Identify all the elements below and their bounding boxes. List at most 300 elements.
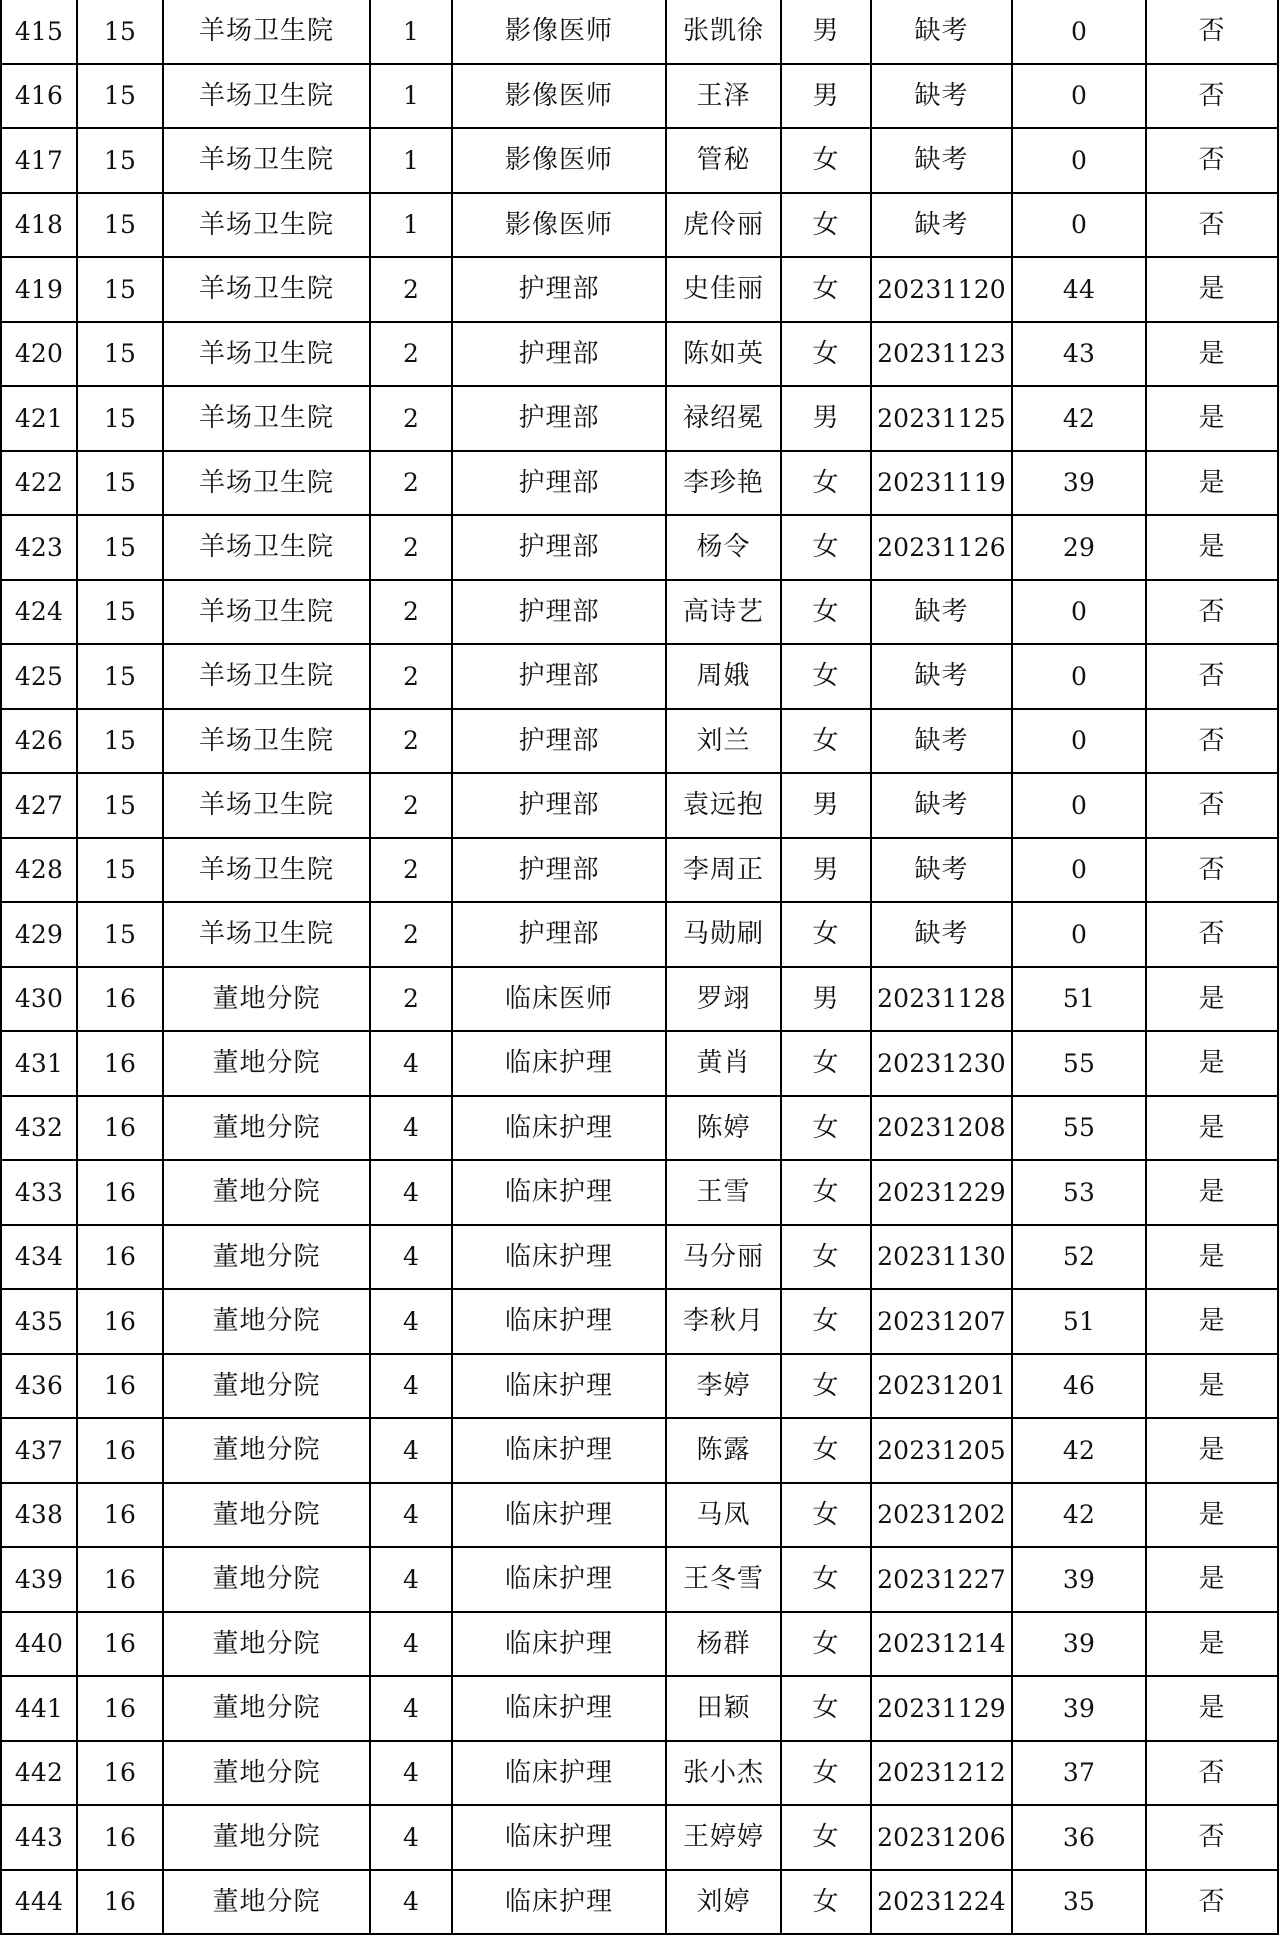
table-row xyxy=(1,902,1278,967)
cell-post-no: 4 xyxy=(370,1676,452,1741)
cell-seq: 427 xyxy=(1,773,77,838)
cell-exam-no: 20231214 xyxy=(871,1612,1012,1677)
cell-unit-no: 15 xyxy=(77,515,163,580)
cell-qualified: 否 xyxy=(1146,644,1278,709)
cell-unit: 董地分院 xyxy=(163,1225,370,1290)
cell-name: 管秘 xyxy=(666,128,781,193)
cell-qualified: 否 xyxy=(1146,1741,1278,1806)
cell-exam-no: 20231208 xyxy=(871,1096,1012,1161)
cell-unit-no: 16 xyxy=(77,1225,163,1290)
cell-gender: 女 xyxy=(781,902,871,967)
cell-post-no: 1 xyxy=(370,128,452,193)
cell-post-no: 1 xyxy=(370,64,452,129)
cell-seq: 423 xyxy=(1,515,77,580)
cell-post: 临床护理 xyxy=(452,1418,666,1483)
cell-post: 护理部 xyxy=(452,773,666,838)
cell-unit-no: 16 xyxy=(77,1483,163,1548)
cell-unit-no: 16 xyxy=(77,1676,163,1741)
cell-qualified: 是 xyxy=(1146,1160,1278,1225)
table-row xyxy=(1,709,1278,774)
table-row xyxy=(1,580,1278,645)
cell-score: 44 xyxy=(1012,257,1146,322)
cell-post: 临床护理 xyxy=(452,1225,666,1290)
cell-post-no: 4 xyxy=(370,1289,452,1354)
cell-post-no: 2 xyxy=(370,709,452,774)
cell-qualified: 是 xyxy=(1146,1612,1278,1677)
cell-score: 42 xyxy=(1012,386,1146,451)
cell-exam-no: 20231123 xyxy=(871,322,1012,387)
cell-exam-no: 缺考 xyxy=(871,128,1012,193)
cell-post-no: 1 xyxy=(370,0,452,64)
cell-seq: 443 xyxy=(1,1805,77,1870)
cell-post: 临床护理 xyxy=(452,1483,666,1548)
cell-unit: 羊场卫生院 xyxy=(163,515,370,580)
cell-exam-no: 缺考 xyxy=(871,193,1012,258)
cell-post: 影像医师 xyxy=(452,128,666,193)
cell-unit: 董地分院 xyxy=(163,1612,370,1677)
cell-unit: 董地分院 xyxy=(163,1031,370,1096)
cell-name: 田颖 xyxy=(666,1676,781,1741)
cell-unit: 董地分院 xyxy=(163,1354,370,1419)
cell-score: 35 xyxy=(1012,1870,1146,1935)
cell-unit: 羊场卫生院 xyxy=(163,64,370,129)
table-row xyxy=(1,1676,1278,1741)
cell-unit-no: 16 xyxy=(77,1418,163,1483)
cell-unit-no: 15 xyxy=(77,644,163,709)
cell-seq: 442 xyxy=(1,1741,77,1806)
cell-score: 39 xyxy=(1012,451,1146,516)
cell-exam-no: 20231130 xyxy=(871,1225,1012,1290)
cell-unit-no: 16 xyxy=(77,1805,163,1870)
cell-name: 禄绍冕 xyxy=(666,386,781,451)
cell-unit-no: 16 xyxy=(77,1741,163,1806)
cell-unit: 羊场卫生院 xyxy=(163,451,370,516)
cell-unit: 董地分院 xyxy=(163,1547,370,1612)
cell-post-no: 2 xyxy=(370,451,452,516)
cell-post-no: 4 xyxy=(370,1612,452,1677)
cell-gender: 男 xyxy=(781,773,871,838)
cell-seq: 440 xyxy=(1,1612,77,1677)
table-row xyxy=(1,1612,1278,1677)
cell-seq: 417 xyxy=(1,128,77,193)
cell-gender: 女 xyxy=(781,1096,871,1161)
cell-post-no: 4 xyxy=(370,1483,452,1548)
cell-post: 护理部 xyxy=(452,451,666,516)
cell-name: 高诗艺 xyxy=(666,580,781,645)
cell-unit-no: 16 xyxy=(77,1354,163,1419)
cell-name: 陈如英 xyxy=(666,322,781,387)
cell-name: 杨令 xyxy=(666,515,781,580)
cell-qualified: 是 xyxy=(1146,515,1278,580)
cell-unit: 董地分院 xyxy=(163,1096,370,1161)
cell-gender: 女 xyxy=(781,1289,871,1354)
cell-gender: 女 xyxy=(781,451,871,516)
cell-name: 刘兰 xyxy=(666,709,781,774)
cell-post: 护理部 xyxy=(452,580,666,645)
cell-name: 李周正 xyxy=(666,838,781,903)
cell-exam-no: 缺考 xyxy=(871,838,1012,903)
cell-score: 0 xyxy=(1012,64,1146,129)
cell-score: 0 xyxy=(1012,128,1146,193)
table-row xyxy=(1,1547,1278,1612)
cell-seq: 422 xyxy=(1,451,77,516)
cell-seq: 415 xyxy=(1,0,77,64)
cell-qualified: 否 xyxy=(1146,1870,1278,1935)
cell-unit: 董地分院 xyxy=(163,1741,370,1806)
cell-unit-no: 16 xyxy=(77,1096,163,1161)
cell-post: 临床护理 xyxy=(452,1096,666,1161)
cell-unit: 羊场卫生院 xyxy=(163,580,370,645)
cell-post: 临床护理 xyxy=(452,1870,666,1935)
cell-seq: 416 xyxy=(1,64,77,129)
cell-score: 37 xyxy=(1012,1741,1146,1806)
cell-seq: 421 xyxy=(1,386,77,451)
cell-unit: 董地分院 xyxy=(163,967,370,1032)
cell-name: 黄肖 xyxy=(666,1031,781,1096)
cell-name: 王婷婷 xyxy=(666,1805,781,1870)
cell-qualified: 是 xyxy=(1146,1031,1278,1096)
table-row xyxy=(1,386,1278,451)
cell-post-no: 4 xyxy=(370,1031,452,1096)
cell-post: 临床护理 xyxy=(452,1289,666,1354)
cell-gender: 女 xyxy=(781,128,871,193)
table-row xyxy=(1,64,1278,129)
cell-qualified: 是 xyxy=(1146,451,1278,516)
cell-unit: 羊场卫生院 xyxy=(163,128,370,193)
cell-post: 护理部 xyxy=(452,644,666,709)
cell-name: 王冬雪 xyxy=(666,1547,781,1612)
cell-gender: 男 xyxy=(781,64,871,129)
cell-gender: 女 xyxy=(781,1741,871,1806)
cell-exam-no: 20231128 xyxy=(871,967,1012,1032)
cell-name: 马分丽 xyxy=(666,1225,781,1290)
cell-name: 袁远抱 xyxy=(666,773,781,838)
table-row xyxy=(1,1741,1278,1806)
cell-post: 临床护理 xyxy=(452,1676,666,1741)
cell-unit: 羊场卫生院 xyxy=(163,644,370,709)
cell-unit-no: 16 xyxy=(77,1612,163,1677)
cell-unit-no: 15 xyxy=(77,580,163,645)
cell-post-no: 4 xyxy=(370,1805,452,1870)
cell-name: 马勋刷 xyxy=(666,902,781,967)
cell-post: 护理部 xyxy=(452,257,666,322)
cell-qualified: 是 xyxy=(1146,1289,1278,1354)
cell-score: 39 xyxy=(1012,1612,1146,1677)
cell-post-no: 4 xyxy=(370,1160,452,1225)
cell-post: 临床护理 xyxy=(452,1547,666,1612)
cell-exam-no: 20231125 xyxy=(871,386,1012,451)
cell-post: 影像医师 xyxy=(452,0,666,64)
cell-post: 临床护理 xyxy=(452,1354,666,1419)
cell-score: 0 xyxy=(1012,709,1146,774)
cell-seq: 441 xyxy=(1,1676,77,1741)
cell-unit-no: 15 xyxy=(77,193,163,258)
cell-unit: 董地分院 xyxy=(163,1418,370,1483)
cell-score: 42 xyxy=(1012,1483,1146,1548)
cell-post: 护理部 xyxy=(452,838,666,903)
cell-score: 0 xyxy=(1012,580,1146,645)
cell-unit-no: 16 xyxy=(77,1031,163,1096)
cell-unit: 羊场卫生院 xyxy=(163,257,370,322)
cell-score: 0 xyxy=(1012,838,1146,903)
table-row xyxy=(1,322,1278,387)
cell-post-no: 2 xyxy=(370,386,452,451)
cell-post-no: 2 xyxy=(370,967,452,1032)
cell-qualified: 否 xyxy=(1146,773,1278,838)
cell-post: 护理部 xyxy=(452,709,666,774)
cell-qualified: 否 xyxy=(1146,0,1278,64)
cell-name: 史佳丽 xyxy=(666,257,781,322)
cell-score: 0 xyxy=(1012,193,1146,258)
cell-unit-no: 15 xyxy=(77,773,163,838)
table-row xyxy=(1,967,1278,1032)
cell-seq: 428 xyxy=(1,838,77,903)
cell-gender: 女 xyxy=(781,580,871,645)
cell-score: 52 xyxy=(1012,1225,1146,1290)
cell-unit: 羊场卫生院 xyxy=(163,386,370,451)
cell-seq: 444 xyxy=(1,1870,77,1935)
cell-gender: 女 xyxy=(781,1870,871,1935)
cell-exam-no: 20231129 xyxy=(871,1676,1012,1741)
cell-seq: 419 xyxy=(1,257,77,322)
cell-post-no: 4 xyxy=(370,1354,452,1419)
cell-seq: 430 xyxy=(1,967,77,1032)
cell-exam-no: 缺考 xyxy=(871,64,1012,129)
cell-name: 王雪 xyxy=(666,1160,781,1225)
cell-exam-no: 20231229 xyxy=(871,1160,1012,1225)
cell-gender: 男 xyxy=(781,838,871,903)
cell-score: 53 xyxy=(1012,1160,1146,1225)
cell-unit-no: 16 xyxy=(77,1160,163,1225)
cell-gender: 男 xyxy=(781,386,871,451)
cell-post: 临床护理 xyxy=(452,1805,666,1870)
cell-unit: 董地分院 xyxy=(163,1805,370,1870)
cell-exam-no: 缺考 xyxy=(871,902,1012,967)
cell-score: 46 xyxy=(1012,1354,1146,1419)
cell-score: 43 xyxy=(1012,322,1146,387)
cell-qualified: 是 xyxy=(1146,1676,1278,1741)
cell-qualified: 是 xyxy=(1146,1483,1278,1548)
cell-gender: 女 xyxy=(781,257,871,322)
cell-gender: 女 xyxy=(781,1483,871,1548)
cell-post-no: 2 xyxy=(370,902,452,967)
cell-post: 临床护理 xyxy=(452,1612,666,1677)
cell-exam-no: 缺考 xyxy=(871,773,1012,838)
cell-exam-no: 20231230 xyxy=(871,1031,1012,1096)
cell-post-no: 4 xyxy=(370,1870,452,1935)
cell-qualified: 是 xyxy=(1146,1418,1278,1483)
cell-qualified: 是 xyxy=(1146,1547,1278,1612)
cell-qualified: 否 xyxy=(1146,709,1278,774)
cell-unit-no: 15 xyxy=(77,128,163,193)
cell-qualified: 是 xyxy=(1146,322,1278,387)
cell-exam-no: 缺考 xyxy=(871,709,1012,774)
cell-qualified: 是 xyxy=(1146,386,1278,451)
cell-gender: 女 xyxy=(781,1612,871,1677)
cell-gender: 女 xyxy=(781,644,871,709)
table-row xyxy=(1,515,1278,580)
cell-unit: 羊场卫生院 xyxy=(163,838,370,903)
table-row xyxy=(1,838,1278,903)
cell-gender: 男 xyxy=(781,0,871,64)
cell-seq: 420 xyxy=(1,322,77,387)
cell-seq: 426 xyxy=(1,709,77,774)
cell-post-no: 4 xyxy=(370,1225,452,1290)
cell-post-no: 2 xyxy=(370,580,452,645)
cell-name: 罗翊 xyxy=(666,967,781,1032)
table-row xyxy=(1,257,1278,322)
cell-exam-no: 20231227 xyxy=(871,1547,1012,1612)
cell-post-no: 2 xyxy=(370,322,452,387)
cell-seq: 435 xyxy=(1,1289,77,1354)
cell-exam-no: 20231206 xyxy=(871,1805,1012,1870)
cell-unit: 羊场卫生院 xyxy=(163,902,370,967)
cell-qualified: 是 xyxy=(1146,257,1278,322)
table-row xyxy=(1,1096,1278,1161)
cell-unit: 董地分院 xyxy=(163,1289,370,1354)
table-body xyxy=(1,0,1278,1934)
cell-seq: 432 xyxy=(1,1096,77,1161)
cell-gender: 女 xyxy=(781,1031,871,1096)
cell-name: 虎伶丽 xyxy=(666,193,781,258)
cell-post-no: 2 xyxy=(370,644,452,709)
cell-post: 护理部 xyxy=(452,515,666,580)
table-row xyxy=(1,1289,1278,1354)
table-row xyxy=(1,644,1278,709)
cell-qualified: 否 xyxy=(1146,64,1278,129)
cell-seq: 437 xyxy=(1,1418,77,1483)
cell-exam-no: 20231207 xyxy=(871,1289,1012,1354)
cell-exam-no: 20231224 xyxy=(871,1870,1012,1935)
cell-score: 36 xyxy=(1012,1805,1146,1870)
cell-exam-no: 缺考 xyxy=(871,644,1012,709)
cell-exam-no: 20231202 xyxy=(871,1483,1012,1548)
cell-score: 0 xyxy=(1012,902,1146,967)
cell-post: 影像医师 xyxy=(452,64,666,129)
cell-score: 55 xyxy=(1012,1031,1146,1096)
cell-unit: 董地分院 xyxy=(163,1483,370,1548)
cell-score: 51 xyxy=(1012,967,1146,1032)
cell-name: 陈婷 xyxy=(666,1096,781,1161)
cell-qualified: 否 xyxy=(1146,1805,1278,1870)
cell-qualified: 否 xyxy=(1146,838,1278,903)
cell-qualified: 否 xyxy=(1146,128,1278,193)
cell-post-no: 4 xyxy=(370,1741,452,1806)
cell-post-no: 2 xyxy=(370,838,452,903)
cell-name: 张凯徐 xyxy=(666,0,781,64)
table-row xyxy=(1,1160,1278,1225)
cell-score: 39 xyxy=(1012,1676,1146,1741)
cell-score: 51 xyxy=(1012,1289,1146,1354)
table-row xyxy=(1,0,1278,64)
cell-exam-no: 20231201 xyxy=(871,1354,1012,1419)
table-row xyxy=(1,1483,1278,1548)
cell-gender: 女 xyxy=(781,1676,871,1741)
cell-exam-no: 20231126 xyxy=(871,515,1012,580)
cell-qualified: 否 xyxy=(1146,580,1278,645)
table-row xyxy=(1,1225,1278,1290)
cell-score: 29 xyxy=(1012,515,1146,580)
cell-unit: 羊场卫生院 xyxy=(163,709,370,774)
cell-exam-no: 20231205 xyxy=(871,1418,1012,1483)
cell-score: 39 xyxy=(1012,1547,1146,1612)
cell-gender: 女 xyxy=(781,1354,871,1419)
cell-gender: 女 xyxy=(781,515,871,580)
table-row xyxy=(1,1870,1278,1935)
cell-post: 护理部 xyxy=(452,386,666,451)
cell-score: 42 xyxy=(1012,1418,1146,1483)
cell-post-no: 4 xyxy=(370,1096,452,1161)
cell-score: 55 xyxy=(1012,1096,1146,1161)
cell-seq: 433 xyxy=(1,1160,77,1225)
cell-unit-no: 15 xyxy=(77,64,163,129)
cell-qualified: 是 xyxy=(1146,967,1278,1032)
cell-unit-no: 15 xyxy=(77,709,163,774)
cell-exam-no: 缺考 xyxy=(871,0,1012,64)
cell-post: 护理部 xyxy=(452,902,666,967)
cell-post-no: 2 xyxy=(370,515,452,580)
cell-gender: 女 xyxy=(781,1547,871,1612)
table-row xyxy=(1,1354,1278,1419)
cell-exam-no: 20231120 xyxy=(871,257,1012,322)
table-row xyxy=(1,773,1278,838)
cell-gender: 女 xyxy=(781,709,871,774)
cell-seq: 418 xyxy=(1,193,77,258)
cell-unit-no: 15 xyxy=(77,451,163,516)
cell-qualified: 是 xyxy=(1146,1096,1278,1161)
cell-seq: 425 xyxy=(1,644,77,709)
cell-qualified: 是 xyxy=(1146,1354,1278,1419)
cell-name: 李珍艳 xyxy=(666,451,781,516)
cell-unit-no: 16 xyxy=(77,1289,163,1354)
cell-unit-no: 16 xyxy=(77,1547,163,1612)
cell-name: 马凤 xyxy=(666,1483,781,1548)
table-row xyxy=(1,1418,1278,1483)
cell-name: 李婷 xyxy=(666,1354,781,1419)
cell-exam-no: 20231119 xyxy=(871,451,1012,516)
cell-name: 刘婷 xyxy=(666,1870,781,1935)
cell-name: 张小杰 xyxy=(666,1741,781,1806)
cell-score: 0 xyxy=(1012,644,1146,709)
cell-unit: 董地分院 xyxy=(163,1160,370,1225)
cell-gender: 女 xyxy=(781,1418,871,1483)
cell-name: 王泽 xyxy=(666,64,781,129)
cell-post-no: 1 xyxy=(370,193,452,258)
cell-seq: 438 xyxy=(1,1483,77,1548)
cell-seq: 434 xyxy=(1,1225,77,1290)
cell-seq: 424 xyxy=(1,580,77,645)
cell-seq: 431 xyxy=(1,1031,77,1096)
cell-unit: 董地分院 xyxy=(163,1676,370,1741)
cell-qualified: 否 xyxy=(1146,193,1278,258)
table-row xyxy=(1,1805,1278,1870)
cell-unit-no: 15 xyxy=(77,386,163,451)
cell-post: 临床护理 xyxy=(452,1031,666,1096)
cell-name: 李秋月 xyxy=(666,1289,781,1354)
cell-post-no: 4 xyxy=(370,1418,452,1483)
cell-score: 0 xyxy=(1012,0,1146,64)
cell-gender: 女 xyxy=(781,193,871,258)
cell-unit-no: 16 xyxy=(77,1870,163,1935)
cell-unit: 羊场卫生院 xyxy=(163,773,370,838)
cell-name: 周娥 xyxy=(666,644,781,709)
cell-score: 0 xyxy=(1012,773,1146,838)
cell-unit: 羊场卫生院 xyxy=(163,322,370,387)
cell-unit: 羊场卫生院 xyxy=(163,193,370,258)
cell-name: 陈露 xyxy=(666,1418,781,1483)
cell-exam-no: 20231212 xyxy=(871,1741,1012,1806)
cell-post: 临床护理 xyxy=(452,1160,666,1225)
